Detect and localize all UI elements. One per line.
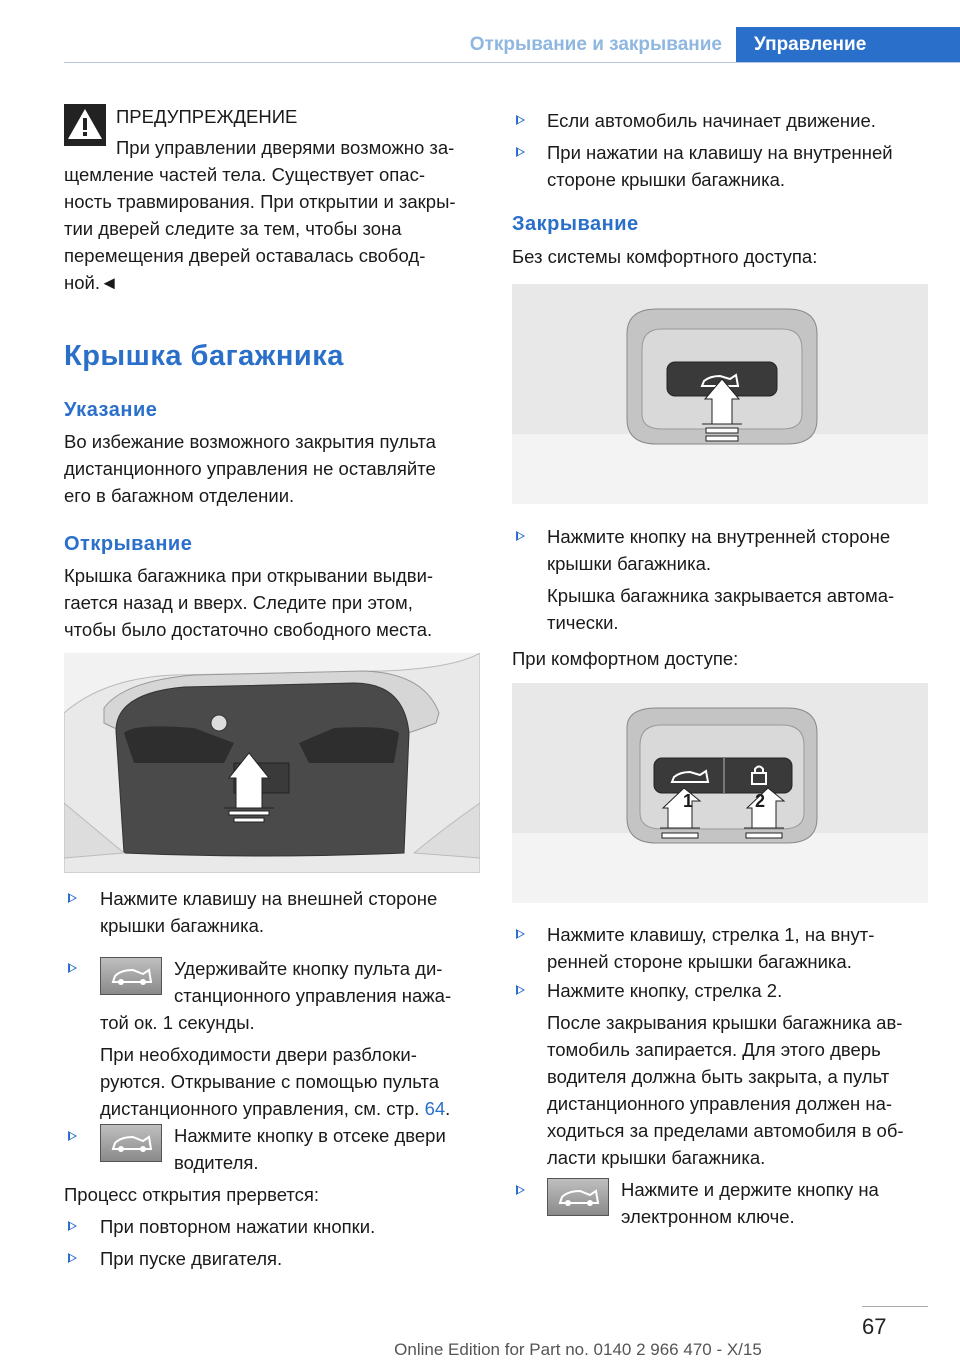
section-heading: Крышка багажника — [64, 340, 344, 372]
step-detail: При необходимости двери разблоки- — [100, 1044, 417, 1065]
bullet-marker — [516, 147, 525, 157]
car-trunk-button-icon — [100, 1124, 162, 1162]
close-heading: Закрывание — [512, 213, 639, 235]
step-detail: Крышка багажника закрывается автома- — [547, 585, 895, 606]
bullet-marker — [516, 929, 525, 939]
chapter-tab[interactable]: Управление — [736, 27, 960, 62]
edition-footer: Online Edition for Part no. 0140 2 966 470 - X/15 — [394, 1340, 762, 1359]
step-text: станционного управления нажа- — [174, 985, 452, 1006]
step-text: При пуске двигателя. — [100, 1248, 283, 1269]
section-title: Открывание и закрывание — [469, 34, 722, 55]
note-heading: Указание — [64, 399, 158, 421]
bullet-marker — [516, 985, 525, 995]
step-text: водителя. — [174, 1152, 259, 1173]
step-detail: тически. — [547, 612, 619, 633]
bullet-marker — [516, 1185, 525, 1195]
warning-line: тии дверей следите за тем, чтобы зона — [64, 218, 402, 239]
open-line: гается назад и вверх. Следите при этом, — [64, 592, 413, 613]
bullet-marker — [516, 115, 525, 125]
bullet-marker — [68, 893, 77, 903]
step-detail: ласти крышки багажника. — [547, 1147, 766, 1168]
key-fob-trunk-icon — [547, 1178, 609, 1216]
warning-line: щемление частей тела. Существует опас- — [64, 164, 425, 185]
bullet-marker — [68, 1221, 77, 1231]
step-text: Нажмите кнопку на внутренней стороне — [547, 526, 891, 547]
step-text: Нажмите и держите кнопку на — [621, 1179, 879, 1200]
trunk-lid-illustration — [64, 653, 480, 873]
step-detail: ходиться за пределами автомобиля в об- — [547, 1120, 904, 1141]
comfort-text: При комфортном доступе: — [512, 648, 739, 669]
step-detail-ref: дистанционного управления, см. стр. 64. — [100, 1098, 451, 1119]
step-text: При повторном нажатии кнопки. — [100, 1216, 376, 1237]
step-detail: руются. Открывание с помощью пульта — [100, 1071, 440, 1092]
open-line: Крышка багажника при открывании выдви- — [64, 565, 434, 586]
step-text: Если автомобиль начинает движение. — [547, 110, 876, 131]
arrow-label-2: 2 — [755, 791, 766, 811]
bullet-marker — [68, 1131, 77, 1141]
warning-line: ной.◄ — [64, 272, 119, 293]
warning-line: ность травмирования. При открытии и закры- — [64, 191, 456, 212]
step-text: той ок. 1 секунды. — [100, 1012, 255, 1033]
step-text: крышки багажника. — [100, 915, 265, 936]
step-text: Нажмите кнопку, стрелка 2. — [547, 980, 783, 1001]
footer-divider — [862, 1306, 928, 1307]
note-line: дистанционного управления не оставляйте — [64, 458, 436, 479]
interrupt-text: Процесс открытия прервется: — [64, 1184, 320, 1205]
step-text: При нажатии на клавишу на внутренней — [547, 142, 893, 163]
header-divider — [64, 62, 960, 63]
warning-line: При управлении дверями возможно за- — [116, 137, 455, 158]
bullet-marker — [68, 1253, 77, 1263]
no-comfort-text: Без системы комфортного доступа: — [512, 246, 818, 267]
bullet-marker — [516, 531, 525, 541]
warning-title: ПРЕДУПРЕЖДЕНИЕ — [116, 106, 298, 127]
page-number: 67 — [862, 1314, 887, 1339]
step-text: электронном ключе. — [621, 1206, 795, 1227]
step-detail: После закрывания крышки багажника ав- — [547, 1012, 903, 1033]
page-ref-link[interactable]: 64 — [424, 1098, 446, 1119]
note-line: его в багажном отделении. — [64, 485, 295, 506]
note-line: Во избежание возможного закрытия пульта — [64, 431, 436, 452]
step-text: Нажмите клавишу на внешней стороне — [100, 888, 438, 909]
open-line: чтобы было достаточно свободного места. — [64, 619, 433, 640]
step-text: ренней стороне крышки багажника. — [547, 951, 852, 972]
step-detail: дистанционного управления должен на- — [547, 1093, 893, 1114]
step-detail: водителя должна быть закрыта, а пульт — [547, 1066, 890, 1087]
step-detail: томобиль запирается. Для этого дверь — [547, 1039, 881, 1060]
warning-line: перемещения дверей оставалась свобод- — [64, 245, 426, 266]
step-text: крышки багажника. — [547, 553, 712, 574]
inner-trunk-button-illustration — [512, 284, 928, 504]
open-heading: Открывание — [64, 533, 193, 555]
step-text: Удерживайте кнопку пульта ди- — [174, 958, 443, 979]
step-text: стороне крышки багажника. — [547, 169, 786, 190]
bullet-marker — [68, 963, 77, 973]
car-key-trunk-icon — [100, 957, 162, 995]
step-text: Нажмите кнопку в отсеке двери — [174, 1125, 446, 1146]
comfort-access-buttons-illustration — [512, 683, 928, 903]
warning-icon — [64, 104, 106, 146]
step-text: Нажмите клавишу, стрелка 1, на внут- — [547, 924, 875, 945]
arrow-label-1: 1 — [683, 791, 694, 811]
